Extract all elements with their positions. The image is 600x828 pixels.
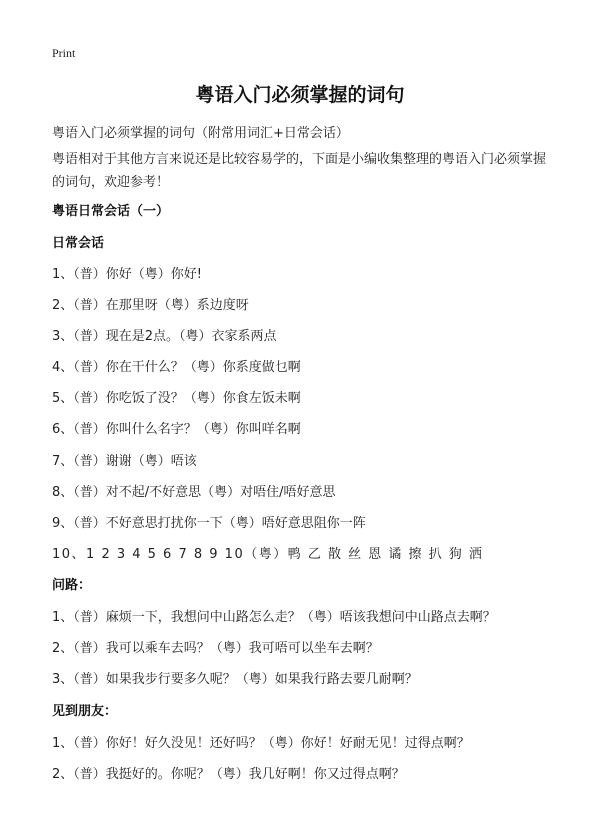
- list-item: 2、（普）我挺好的。你呢？（粤）我几好啊！你又过得点啊？: [52, 767, 405, 782]
- list-item: 5、（普）你吃饭了没？（粤）你食左饭未啊: [52, 391, 301, 406]
- list-item: 9、（普）不好意思打扰你一下（粤）唔好意思阻你一阵: [52, 516, 366, 531]
- print-label: Print: [52, 46, 76, 60]
- list-item: 3、（普）现在是2点。（粤）衣家系两点: [52, 329, 277, 344]
- list-item: 1、（普）你好（粤）你好!: [52, 267, 202, 282]
- list-item: 2、（普）我可以乘车去吗？（粤）我可唔可以坐车去啊？: [52, 641, 379, 656]
- intro-paragraph: 粤语相对于其他方言来说还是比较容易学的，下面是小编收集整理的粤语入门必须掌握的词句，欢迎参考！: [52, 152, 547, 190]
- list-item: 7、（普）谢谢（粤）唔该: [52, 454, 197, 469]
- list-item: 1、（普）你好！好久没见！还好吗？（粤）你好！好耐无见！过得点啊？: [52, 736, 470, 751]
- list-item: 4、（普）你在干什么？（粤）你系度做乜啊: [52, 360, 301, 375]
- list-item: 1、（普）麻烦一下，我想问中山路怎么走？（粤）唔该我想问中山路点去啊？: [52, 610, 496, 625]
- list-item: 6、（普）你叫什么名字？（粤）你叫咩名啊: [52, 422, 301, 437]
- list-item: 3、（普）如果我步行要多久呢？（粤）如果我行路去要几耐啊？: [52, 672, 418, 687]
- list-item: 10、1 2 3 4 5 6 7 8 9 10（粤）鸭 乙 散 丝 恩 谲 擦 扒 狗 洒: [52, 547, 484, 562]
- list-item: 8、（普）对不起/不好意思（粤）对唔住/唔好意思: [52, 485, 336, 500]
- subtitle: 粤语入门必须掌握的词句（附常用词汇+日常会话）: [52, 126, 349, 141]
- list-item: 2、（普）在那里呀（粤）系边度呀: [52, 298, 249, 313]
- section-title: 粤语日常会话（一）: [52, 204, 170, 219]
- friends-heading: 见到朋友：: [52, 704, 118, 719]
- page-title: 粤语入门必须掌握的词句: [195, 84, 405, 106]
- daily-heading: 日常会话: [52, 236, 105, 251]
- directions-heading: 问路：: [52, 578, 92, 593]
